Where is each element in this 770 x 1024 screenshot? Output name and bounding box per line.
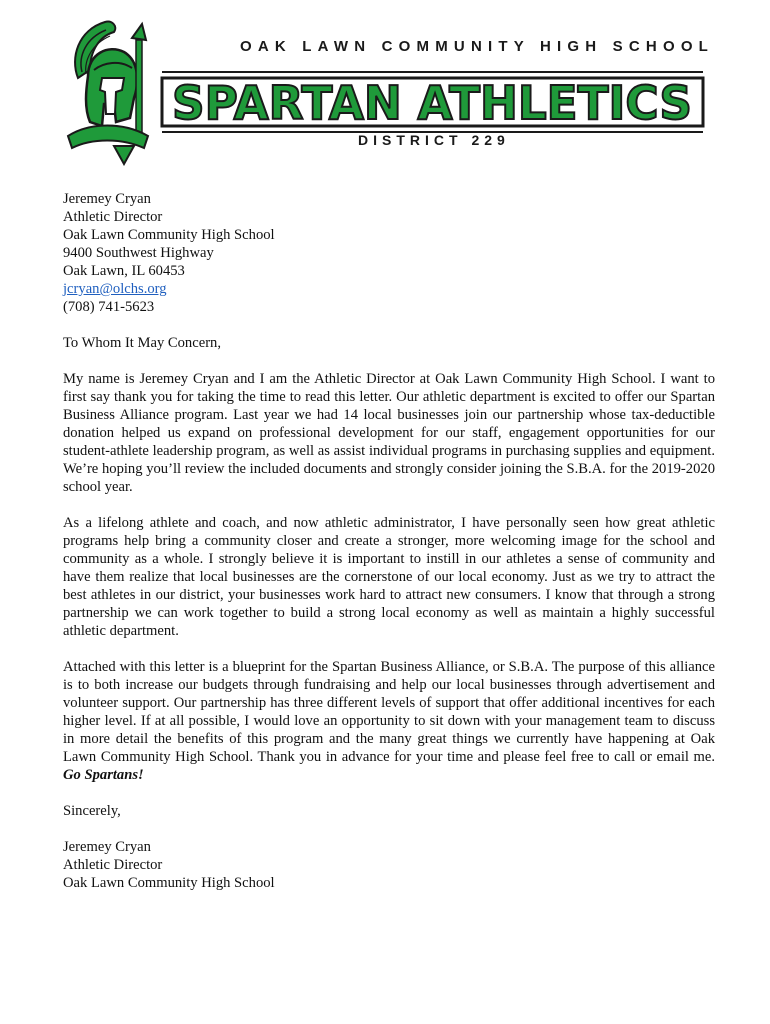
sender-email-link[interactable]: jcryan@olchs.org: [63, 281, 167, 297]
spartan-athletics-banner: [160, 64, 705, 140]
paragraph-alliance: [63, 658, 715, 784]
signature-block: [63, 838, 715, 892]
sender-title: Athletic Director: [63, 209, 163, 225]
letterhead: [60, 18, 715, 168]
letter-body: [63, 190, 715, 910]
paragraph-alliance-text: Attached with this letter is a blueprint for the Spartan Business Alliance, or S.B.A. The purpose of this alliance is to both increase our budgets through fundraising and help our local businesses through advertisement and volunteer support. Our partnership has three different levels of support that offer additional incentives for each higher level. If at all possible, I would love an opportunity to sit down with your management team to discuss in more detail the benefits of this program and the many great things we currently have happening at Oak Lawn Community High School. Thank you in advance for your time and please feel free to call or email me.: [63, 659, 715, 765]
sender-organization: Oak Lawn Community High School: [63, 227, 275, 243]
banner-text: SPARTAN ATHLETICS: [172, 76, 692, 130]
closing: Sincerely,: [63, 803, 121, 819]
paragraph-community: As a lifelong athlete and coach, and now athletic administrator, I have personally seen how great athletic programs help bring a community closer and create a stronger, more welcoming image for the school and community as a whole. I strongly believe it is important to instill in our athletes a sense of community and have them realize that local businesses are the cornerstone of our local economy. Just as we try to attract the best athletes in our district, your businesses work hard to attract new consumers. I know that through a strong partnership we can work together to build a strong local economy as well as maintain a highly successful athletic department.: [63, 515, 715, 639]
sender-street: 9400 Southwest Highway: [63, 245, 214, 261]
sender-name: Jeremey Cryan: [63, 191, 151, 207]
paragraph-intro: My name is Jeremey Cryan and I am the Athletic Director at Oak Lawn Community High School. I want to first say thank you for taking the time to read this letter. Our athletic department is excited to offer our Spartan Business Alliance program. Last year we had 14 local businesses join our partnership whose tax-deductible donation helped us expand on professional development for our staff, engagement opportunities for our student-athlete leadership program, as well as assist individual programs in purchasing supplies and equipment. We’re hoping you’ll review the included documents and strongly consider joining the S.B.A. for the 2019-2020 school year.: [63, 371, 715, 495]
sender-block: [63, 190, 715, 316]
school-name-heading: OAK LAWN COMMUNITY HIGH SCHOOL: [240, 38, 715, 55]
signature-organization: Oak Lawn Community High School: [63, 875, 275, 891]
district-label: DISTRICT 229: [358, 132, 510, 148]
signature-name: Jeremey Cryan: [63, 839, 151, 855]
salutation: To Whom It May Concern,: [63, 335, 221, 351]
sender-phone: (708) 741-5623: [63, 299, 155, 315]
signature-title: Athletic Director: [63, 857, 163, 873]
go-spartans-text: Go Spartans!: [63, 767, 144, 783]
sender-city: Oak Lawn, IL 60453: [63, 263, 185, 279]
spartan-helmet-logo-icon: [60, 18, 155, 166]
